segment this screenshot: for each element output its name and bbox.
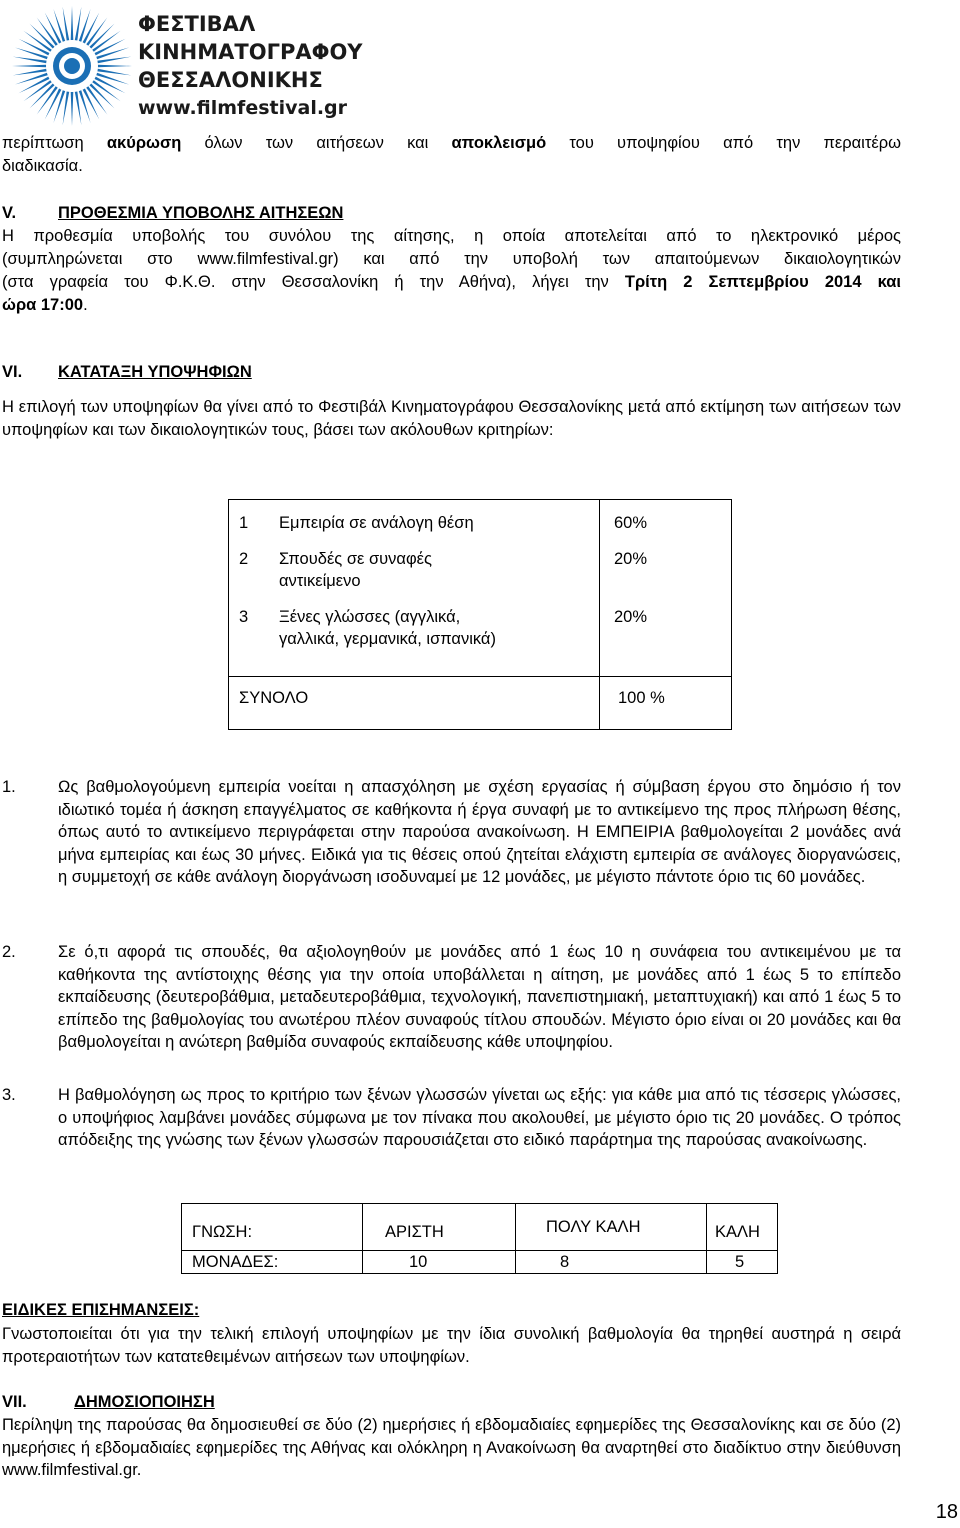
note-3-text: Η βαθμολόγηση ως προς το κριτήριο των ξένων γλωσσών γίνεται ως εξής: για κάθε μια από τις τέσσερις γλώσσες, ο υποψήφιος λαμβάνει μονάδες σύμφωνα με τον πίνακα που ακολουθεί, με μέγιστο όριο τις 20 μονάδες. Ο τρόπος απόδειξης της γνώσης των ξένων γλωσσών παρουσιάζεται στο ειδικό παράρτημα της παρούσας ανακοίνωσης. xyxy=(58,1086,901,1149)
lang-header-good: ΚΑΛΗ xyxy=(707,1204,778,1251)
table-row xyxy=(229,594,732,677)
special-notes-text: Γνωστοποιείται ότι για την τελική επιλογή υποψηφίων με την ίδια συνολική βαθμολογία θα τηρηθεί αυστηρά η σειρά προτεραιοτήτων των κατατεθειμένων αιτήσεων των υποψηφίων. xyxy=(2,1325,901,1366)
section-5-line-3: (στα γραφεία του Φ.Κ.Θ. στην Θεσσαλονίκη ή την Αθήνα), λήγει την Τρίτη 2 Σεπτεμβρίου 2014 και xyxy=(2,273,901,291)
section-6-heading: VI. ΚΑΤΑΤΑΞΗ ΥΠΟΨΗΦΙΩΝ xyxy=(2,363,252,381)
criteria-value: 60% xyxy=(600,500,732,537)
criteria-value: 20% xyxy=(600,536,732,594)
table-row xyxy=(229,536,732,594)
table-row xyxy=(229,500,732,537)
lang-header-knowledge: ΓΝΩΣΗ: xyxy=(182,1204,363,1251)
section-5-heading: V. ΠΡΟΘΕΣΜΙΑ ΥΠΟΒΟΛΗΣ ΑΙΤΗΣΕΩΝ xyxy=(2,204,344,222)
page-number: 18 xyxy=(935,1501,958,1523)
section-7-text: Περίληψη της παρούσας θα δημοσιευθεί σε δύο (2) ημερήσιες ή εβδομαδιαίες εφημερίδες της Θεσσαλονίκης και σε δύο (2) ημερήσιες ή εβδομαδιαίες εφημερίδες της Αθήνας και ολόκληρη η Ανακοίνωση θα αναρτηθεί στο διαδίκτυο στην διεύθυνση www.filmfestival.gr. xyxy=(2,1416,901,1479)
criteria-value: 20% xyxy=(600,594,732,677)
criteria-num: 3 xyxy=(229,594,268,677)
intro-line-1: περίπτωση ακύρωση όλων των αιτήσεων και αποκλεισμό του υποψηφίου από την περαιτέρω xyxy=(2,134,901,152)
logo-line-3: ΘΕΣΣΑΛΟΝΙΚΗΣ xyxy=(138,68,323,92)
language-points-table xyxy=(181,1203,778,1274)
table-row xyxy=(182,1204,778,1251)
lang-row-units: ΜΟΝΑΔΕΣ: xyxy=(182,1251,363,1274)
criteria-label: Εμπειρία σε ανάλογη θέση xyxy=(267,500,600,537)
criteria-total-value: 100 % xyxy=(600,677,732,730)
note-1-text: Ως βαθμολογούμενη εμπειρία νοείται η απασχόληση με σχέση εργασίας ή σύμβαση έργου στο δημόσιο ή τον ιδιωτικό τομέα ή άσκηση επαγγέλματος σε καθήκοντα ή έργα συναφή με το αντικείμενο της προς πλήρωση θέσης, όπως αυτό το αντικείμενο περιγράφεται στην παρούσα ανακοίνωση. Η ΕΜΠΕΙΡΙΑ βαθμολογείται 2 μονάδες ανά μήνα εμπειρίας και έως 30 μήνες. Ειδικά για τις θέσεις οπού ζητείται ελάχιστη εμπειρία σε ανάλογες διοργανώσεις, η συμμετοχή σε κάθε ανάλογη διοργάνωση ισοδυναμεί με 12 μονάδες, με μέγιστο πάντοτε όριο τις 60 μονάδες. xyxy=(58,778,901,886)
criteria-total-label: ΣΥΝΟΛΟ xyxy=(229,677,600,730)
section-5-line-2: (συμπληρώνεται στο www.filmfestival.gr) και από την υποβολή των απαιτούμενων δικαιολογητικών xyxy=(2,250,901,268)
section-5-line-1: Η προθεσμία υποβολής του συνόλου της αίτησης, η οποία αποτελείται από το ηλεκτρονικό μέρος xyxy=(2,227,901,245)
intro-line-2: διαδικασία. xyxy=(2,157,83,175)
lang-points-very-good: 8 xyxy=(516,1251,707,1274)
special-notes-title: ΕΙΔΙΚΕΣ ΕΠΙΣΗΜΑΝΣΕΙΣ: xyxy=(2,1301,200,1319)
note-1-num: 1. xyxy=(2,778,16,796)
criteria-num: 1 xyxy=(229,500,268,537)
logo-url: www.filmfestival.gr xyxy=(138,97,348,119)
festival-logo xyxy=(10,4,370,124)
logo-line-1: ΦΕΣΤΙΒΑΛ xyxy=(138,12,256,36)
lang-header-very-good: ΠΟΛΥ ΚΑΛΗ xyxy=(516,1204,707,1251)
note-3-num: 3. xyxy=(2,1086,16,1104)
section-5-line-4: ώρα 17:00. xyxy=(2,296,88,314)
criteria-label: Ξένες γλώσσες (αγγλικά, γαλλικά, γερμανικά, ισπανικά) xyxy=(267,594,600,677)
criteria-table xyxy=(228,499,732,730)
lang-points-excellent: 10 xyxy=(363,1251,516,1274)
note-2-text: Σε ό,τι αφορά τις σπουδές, θα αξιολογηθούν με μονάδες από 1 έως 10 η συνάφεια του αντικειμένου με τα καθήκοντα της αντίστοιχης θέσης για την οποία υποβάλλεται η αίτηση, με μονάδες από 1 έως 5 το επίπεδο εκπαίδευσης (δευτεροβάθμια, μεταδευτεροβάθμια, τεχνολογική, πανεπιστημιακή, μεταπτυχιακή) και από 1 έως 5 το επίπεδο της βαθμολογίας του ανωτέρου πλέον συναφούς τίτλου σπουδών. Μέγιστο όριο είναι οι 20 μονάδες και θα βαθμολογείται η ανώτερη βαθμίδα συναφούς εκπαίδευσης κάθε υποψηφίου. xyxy=(58,943,901,1051)
sunburst-logo-icon xyxy=(10,4,134,128)
note-2-num: 2. xyxy=(2,943,16,961)
lang-header-excellent: ΑΡΙΣΤΗ xyxy=(363,1204,516,1251)
logo-line-2: ΚΙΝΗΜΑΤΟΓΡΑΦΟΥ xyxy=(138,40,363,64)
criteria-num: 2 xyxy=(229,536,268,594)
table-row xyxy=(229,677,732,730)
section-7-heading: VII. ΔΗΜΟΣΙΟΠΟΙΗΣΗ xyxy=(2,1393,215,1411)
section-6-text: Η επιλογή των υποψηφίων θα γίνει από το Φεστιβάλ Κινηματογράφου Θεσσαλονίκης μετά από εκτίμηση των αιτήσεων των υποψηφίων και των δικαιολογητικών τους, βάσει των ακόλουθων κριτηρίων: xyxy=(2,398,901,439)
lang-points-good: 5 xyxy=(707,1251,778,1274)
table-row xyxy=(182,1251,778,1274)
criteria-label: Σπουδές σε συναφές αντικείμενο xyxy=(267,536,600,594)
